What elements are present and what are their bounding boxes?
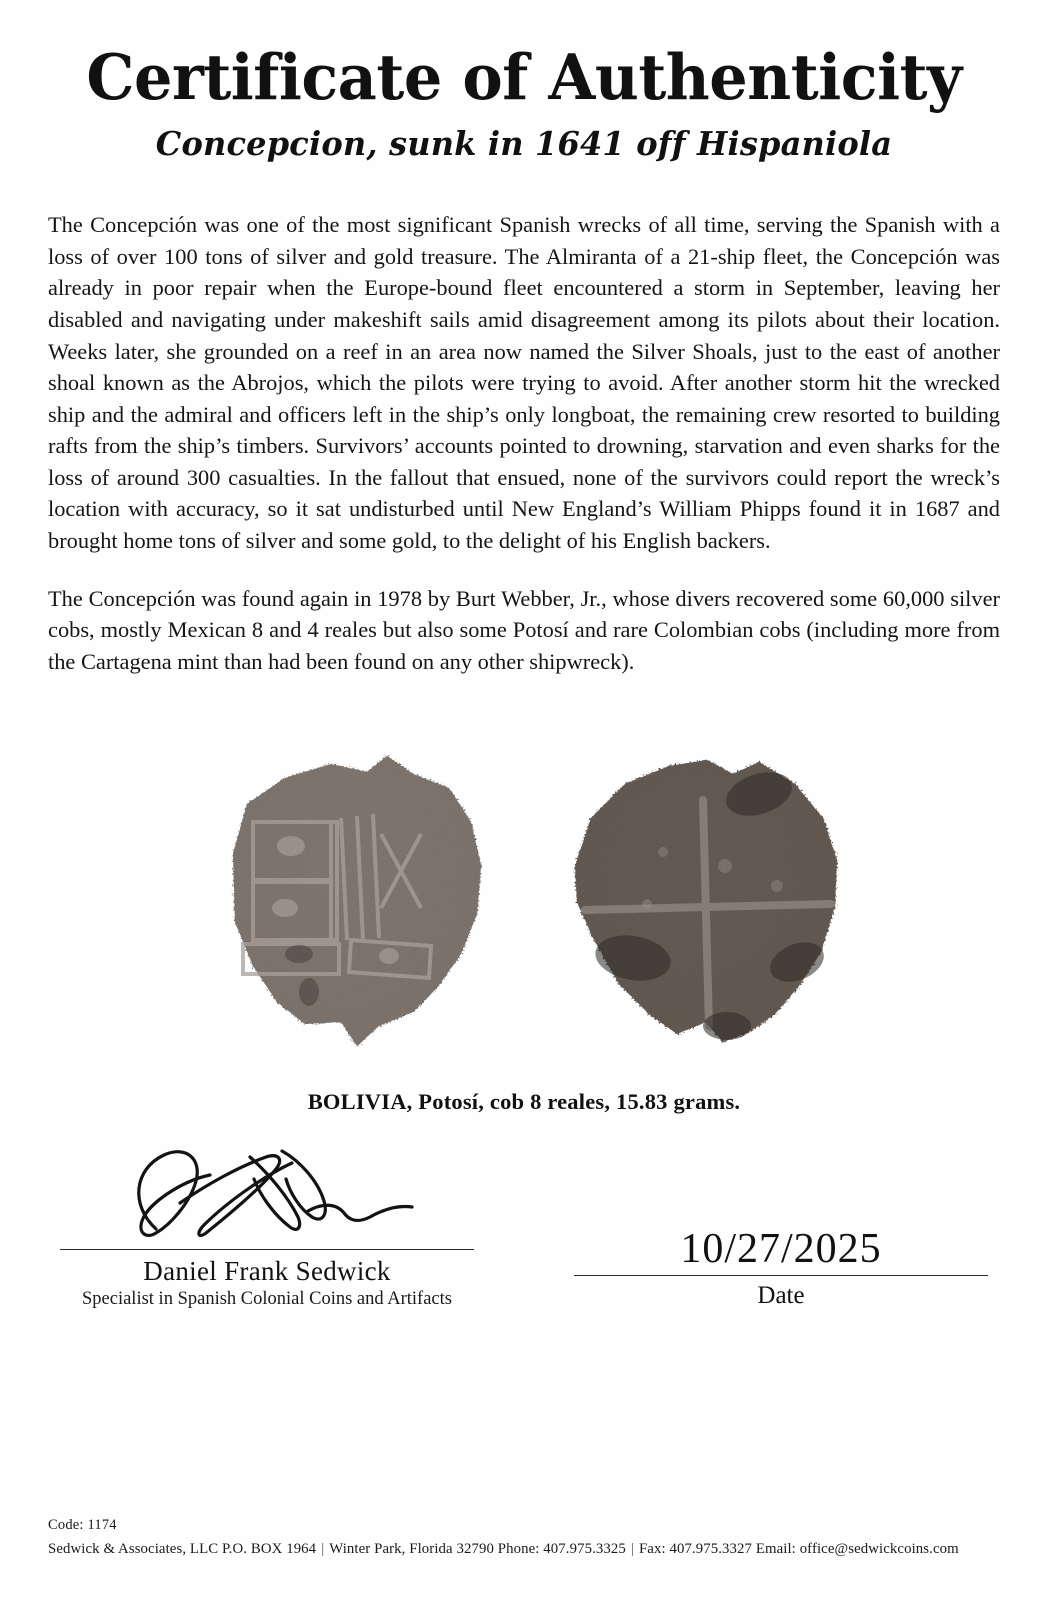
coin-caption: BOLIVIA, Potosí, cob 8 reales, 15.83 grams. xyxy=(307,1089,741,1115)
coin-reverse xyxy=(537,726,867,1066)
footer-contact xyxy=(48,1541,1000,1558)
date-block xyxy=(574,1165,988,1310)
signature-mark xyxy=(60,1141,474,1249)
footer-fax-email: Fax: 407.975.3327 Email: office@sedwickcoins.com xyxy=(638,1541,959,1557)
certificate-header xyxy=(48,0,1000,163)
signature-row xyxy=(48,1141,1000,1310)
coin-image-group xyxy=(48,721,1000,1071)
footer-code: Code: 1174 xyxy=(48,1517,117,1533)
paragraph-recovery: The Concepción was found again in 1978 by Burt Webber, Jr., whose divers recovered some 60,000 silver cobs, mostly Mexican 8 and 4 reales but also some Potosí and rare Colombian cobs (including more from the Cartagena mint than had been found on any other shipwreck). xyxy=(48,585,1000,674)
footer-company: Sedwick & Associates, LLC P.O. BOX 1964 xyxy=(48,1541,317,1557)
footer xyxy=(48,1517,1000,1558)
date-label: Date xyxy=(757,1282,805,1310)
date-rule xyxy=(574,1275,988,1276)
signer-subtitle: Specialist in Spanish Colonial Coins and Artifacts xyxy=(82,1289,452,1310)
signer-name: Daniel Frank Sedwick xyxy=(143,1256,391,1287)
footer-separator-1: | xyxy=(321,1541,325,1557)
date-value: 10/27/2025 xyxy=(680,1226,882,1273)
paragraph-history: The Concepción was one of the most significant Spanish wrecks of all time, serving the Spanish with a loss of over 100 tons of silver and gold treasure. The Almiranta of a 21-ship fleet, the Concepción was already in poor repair when the Europe-bound fleet encountered a storm in September, leaving her disabled and navigating under makeshift sails amid disagreement among its pilots about their location. Weeks later, she grounded on a reef in an area now named the Silver Shoals, just to the east of another shoal known as the Abrojos, which the pilots were trying to avoid. After another storm hit the wrecked ship and the admiral and officers left in the ship’s only longboat, the remaining crew resorted to building rafts from the ship’s timbers. Survivors’ accounts pointed to drowning, starvation and even sharks for the loss of around 300 casualties. In the fallout that ensued, none of the survivors could report the wreck’s location with accuracy, so it sat undisturbed until New England’s William Phipps found it in 1687 and brought home tons of silver and some gold, to the delight of his English backers. xyxy=(48,212,1000,554)
coin-obverse xyxy=(181,726,511,1066)
page-title: Certificate of Authenticity xyxy=(86,40,962,114)
signature-block xyxy=(60,1141,474,1310)
certificate-subtitle: Concepcion, sunk in 1641 off Hispaniola xyxy=(155,124,893,164)
body-copy xyxy=(48,209,1000,677)
footer-separator-2: | xyxy=(630,1541,634,1557)
footer-address: Winter Park, Florida 32790 Phone: 407.975.3325 xyxy=(329,1541,626,1557)
signature-rule xyxy=(60,1249,474,1250)
